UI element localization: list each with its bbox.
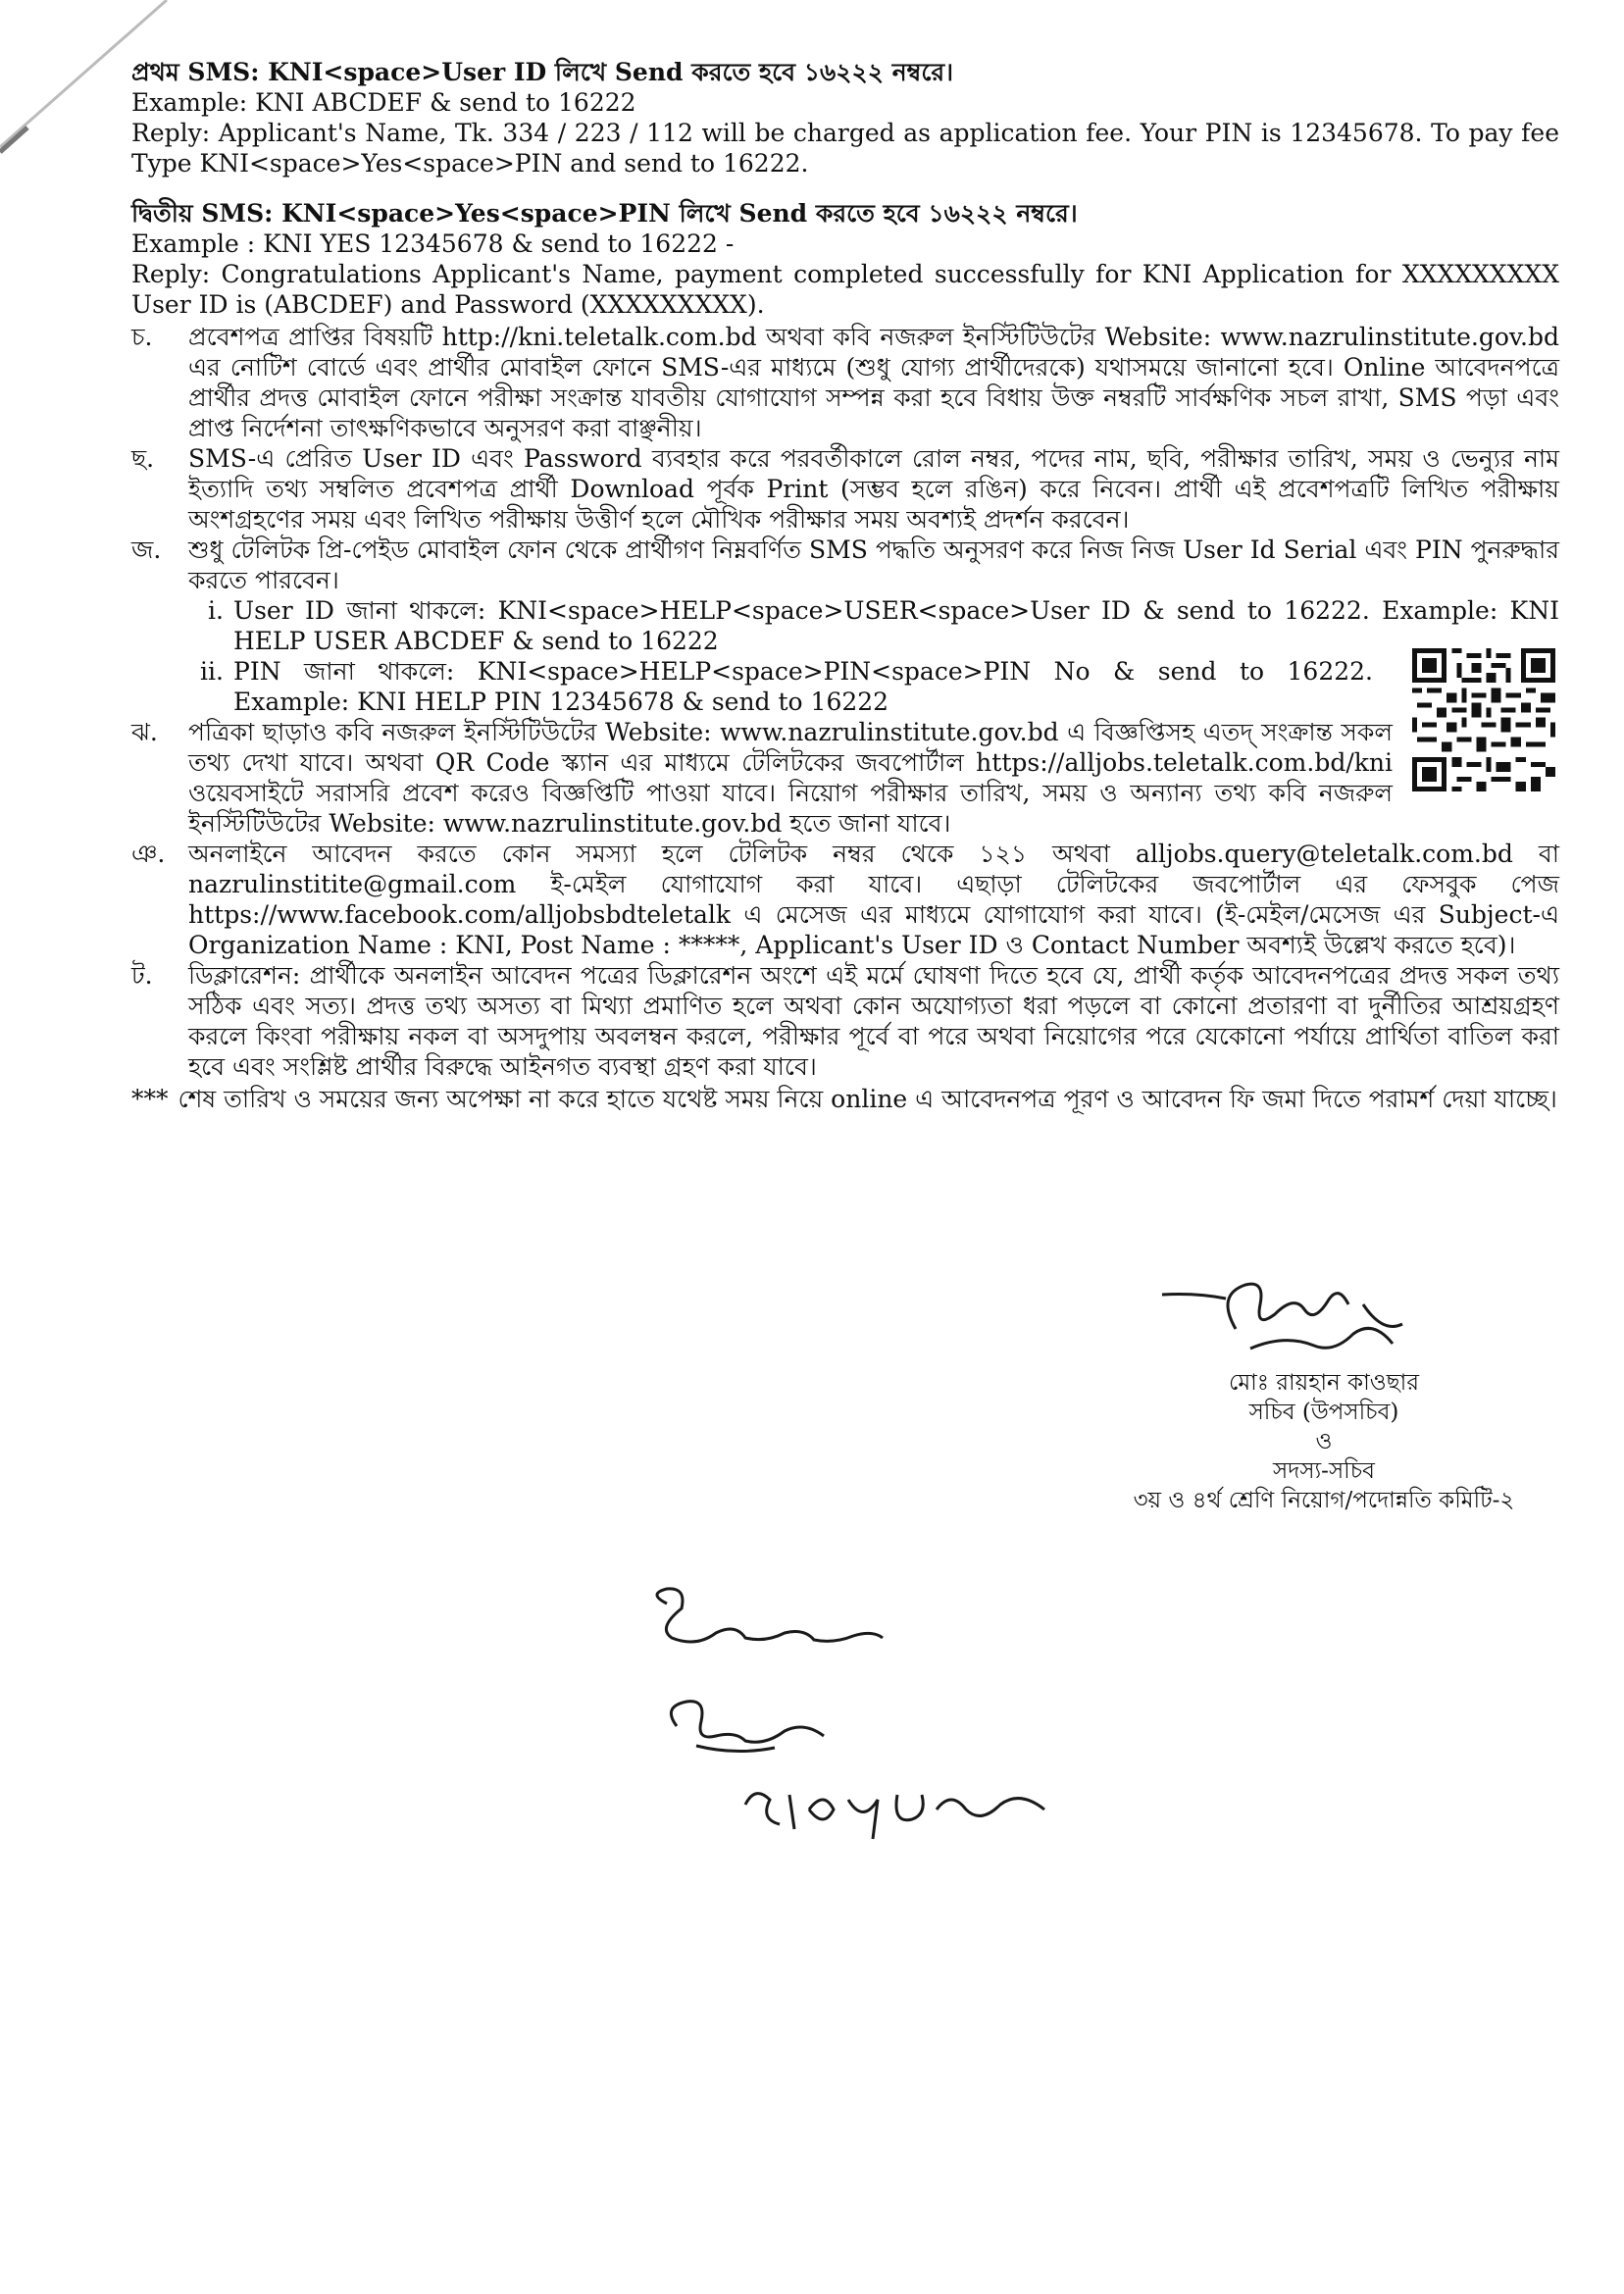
subclause-text: PIN জানা থাকলে: KNI<space>HELP<space>PIN<space>PIN No & send to 16222. Example: KNI HELP PIN 12345678 & send to 16222 [233,657,1373,716]
clause-marker: ছ. [131,444,155,473]
sms-second-reply: Reply: Congratulations Applicant's Name, payment completed successfully for KNI Application for XXXXXXXXX User ID is (ABCDEF) and Password (XXXXXXXXX). [131,260,1559,319]
signatory-title: সচিব (উপসচিব) [1248,1400,1399,1425]
clause-text: শুধু টেলিটক প্রি-পেইড মোবাইল ফোন থেকে প্রার্থীগণ নিম্নবর্ণিত SMS পদ্ধতি অনুসরণ করে নিজ নিজ User Id Serial এবং PIN পুনরুদ্ধার করতে পারবেন। [188,535,1559,594]
subclause-marker: ii. [200,657,224,686]
clause-text: পত্রিকা ছাড়াও কবি নজরুল ইনস্টিটিউটের Website: www.nazrulinstitute.gov.bd এ বিজ্ঞপ্তিসহ এতদ্ সংক্রান্ত সকল তথ্য দেখা যাবে। অথবা QR Code স্ক্যান এর মাধ্যমে টেলিটকের জবপোর্টাল https://alljobs.teletalk.com.bd/kni ওয়েবসাইটে সরাসরি প্রবেশ করেও বিজ্ঞপ্তিটি পাওয়া যাবে। নিয়োগ পরীক্ষার তারিখ, সময় ও অন্যান্য তথ্য কবি নজরুল ইনস্টিটিউটের Website: www.nazrulinstitute.gov.bd হতে জানা যাবে। [188,718,1393,838]
subclause-pin [188,656,1559,717]
initial-signature-mark [657,1687,853,1765]
notice-body [131,57,1559,1114]
clause-cha [131,322,1559,443]
sms-second-block [131,198,1559,320]
sms-first-reply: Reply: Applicant's Name, Tk. 334 / 223 / 112 will be charged as application fee. Your PIN is 12345678. To pay fee Type KNI<space>Yes<space>PIN and send to 16222. [131,119,1559,178]
handwritten-date-mark [736,1765,1059,1854]
clause-marker: জ. [131,535,162,564]
signatory-conjunction: ও [1315,1429,1333,1454]
clause-chha [131,443,1559,535]
clause-text: ডিক্লারেশন: প্রার্থীকে অনলাইন আবেদন পত্রের ডিক্লারেশন অংশে এই মর্মে ঘোষণা দিতে হবে যে, প্রার্থী কর্তৃক আবেদনপত্রের প্রদত্ত সকল তথ্য সঠিক এবং সত্য। প্রদত্ত তথ্য অসত্য বা মিথ্যা প্রমাণিত হলে অথবা কোন অযোগ্যতা ধরা পড়লে বা কোনো প্রতারণা বা দুর্নীতির আশ্রয়গ্রহণ করলে কিংবা পরীক্ষায় নকল বা অসদুপায় অবলম্বন করলে, পরীক্ষার পূর্বে বা পরে অথবা নিয়োগের পরে যেকোনো পর্যায়ে প্রার্থিতা বাতিল করা হবে এবং সংশ্লিষ্ট প্রার্থীর বিরুদ্ধে আইনগত ব্যবস্থা গ্রহণ করা যাবে। [188,961,1559,1081]
advisory-note [131,1084,1559,1114]
subclause-marker: i. [208,596,224,625]
clause-jha [131,717,1559,839]
signature-mark [1157,1275,1442,1383]
clause-text: SMS-এ প্রেরিত User ID এবং Password ব্যবহার করে পরবর্তীকালে রোল নম্বর, পদের নাম, ছবি, পরীক্ষার তারিখ, সময় ও ভেন্যুর নাম ইত্যাদি তথ্য সম্বলিত প্রবেশপত্র প্রার্থী Download পূর্বক Print (সম্ভব হলে রঙিন) করে নিবেন। প্রার্থী এই প্রবেশপত্রটি লিখিত পরীক্ষায় অংশগ্রহণের সময় এবং লিখিত পরীক্ষায় উত্তীর্ণ হলে মৌখিক পরীক্ষার সময় অবশ্যই প্রদর্শন করবেন। [188,444,1559,534]
sms-second-example: Example : KNI YES 12345678 & send to 16222 - [131,229,735,258]
note-marker: *** [131,1085,169,1113]
signatory-role: সদস্য-সচিব [1273,1458,1375,1484]
signatory-committee: ৩য় ও ৪র্থ শ্রেণি নিয়োগ/পদোন্নতি কমিটি-২ [1133,1488,1515,1513]
clause-ja [131,535,1559,595]
clause-ta [131,960,1559,1082]
seen-handwriting-mark [637,1579,892,1667]
qr-code-icon[interactable] [1412,648,1555,791]
note-text: শেষ তারিখ ও সময়ের জন্য অপেক্ষা না করে হাতে যথেষ্ট সময় নিয়ে online এ আবেদনপত্র পূরণ ও আবেদন ফি জমা দিতে পরামর্শ দেয়া যাচ্ছে। [178,1085,1557,1113]
clause-marker: চ. [131,323,153,351]
qr-wrapper [131,656,1559,717]
sms-first-example: Example: KNI ABCDEF & send to 16222 [131,88,636,117]
clause-text: অনলাইনে আবেদন করতে কোন সমস্যা হলে টেলিটক নম্বর থেকে ১২১ অথবা alljobs.query@teletalk.com.bd বা nazrulinstitite@gmail.com ই-মেইল যোগাযোগ করা যাবে। এছাড়া টেলিটকের জবপোর্টাল এর ফেসবুক পেজ https://www.facebook.com/alljobsbdteletalk এ মেসেজ এর মাধ্যমে যোগাযোগ করা যাবে। (ই-মেইল/মেসেজ এর Subject-এ Organization Name : KNI, Post Name : *****, Applicant's User ID ও Contact Number অবশ্যই উল্লেখ করতে হবে)। [188,840,1559,959]
clause-marker: ঝ. [131,718,158,746]
sms-first-block [131,57,1559,178]
signatory-block [1098,1368,1549,1515]
sms-second-heading: দ্বিতীয় SMS: KNI<space>Yes<space>PIN লিখে Send করতে হবে ১৬২২২ নম্বরে। [131,199,1078,228]
signatory-name: মোঃ রায়হান কাওছার [1229,1370,1419,1396]
clause-text: প্রবেশপত্র প্রাপ্তির বিষয়টি http://kni.teletalk.com.bd অথবা কবি নজরুল ইনস্টিটিউটের Website: www.nazrulinstitute.gov.bd এর নোটিশ বোর্ডে এবং প্রার্থীর মোবাইল ফোনে SMS-এর মাধ্যমে (শুধু যোগ্য প্রার্থীদেরকে) যথাসময়ে জানানো হবে। Online আবেদনপত্রে প্রার্থীর প্রদত্ত মোবাইল ফোনে পরীক্ষা সংক্রান্ত যাবতীয় যোগাযোগ সম্পন্ন করা হবে বিধায় উক্ত নম্বরটি সার্বক্ষণিক সচল রাখা, SMS পড়া এবং প্রাপ্ত নির্দেশনা তাৎক্ষণিকভাবে অনুসরণ করা বাঞ্ছনীয়। [188,323,1559,442]
sms-first-heading: প্রথম SMS: KNI<space>User ID লিখে Send করতে হবে ১৬২২২ নম্বরে। [131,58,954,86]
clause-marker: ঞ. [131,840,166,868]
subclause-user-id [188,595,1559,656]
clause-nya [131,839,1559,960]
clause-marker: ট. [131,961,153,990]
subclause-text: User ID জানা থাকলে: KNI<space>HELP<space>USER<space>User ID & send to 16222. Example: KNI HELP USER ABCDEF & send to 16222 [233,596,1559,655]
